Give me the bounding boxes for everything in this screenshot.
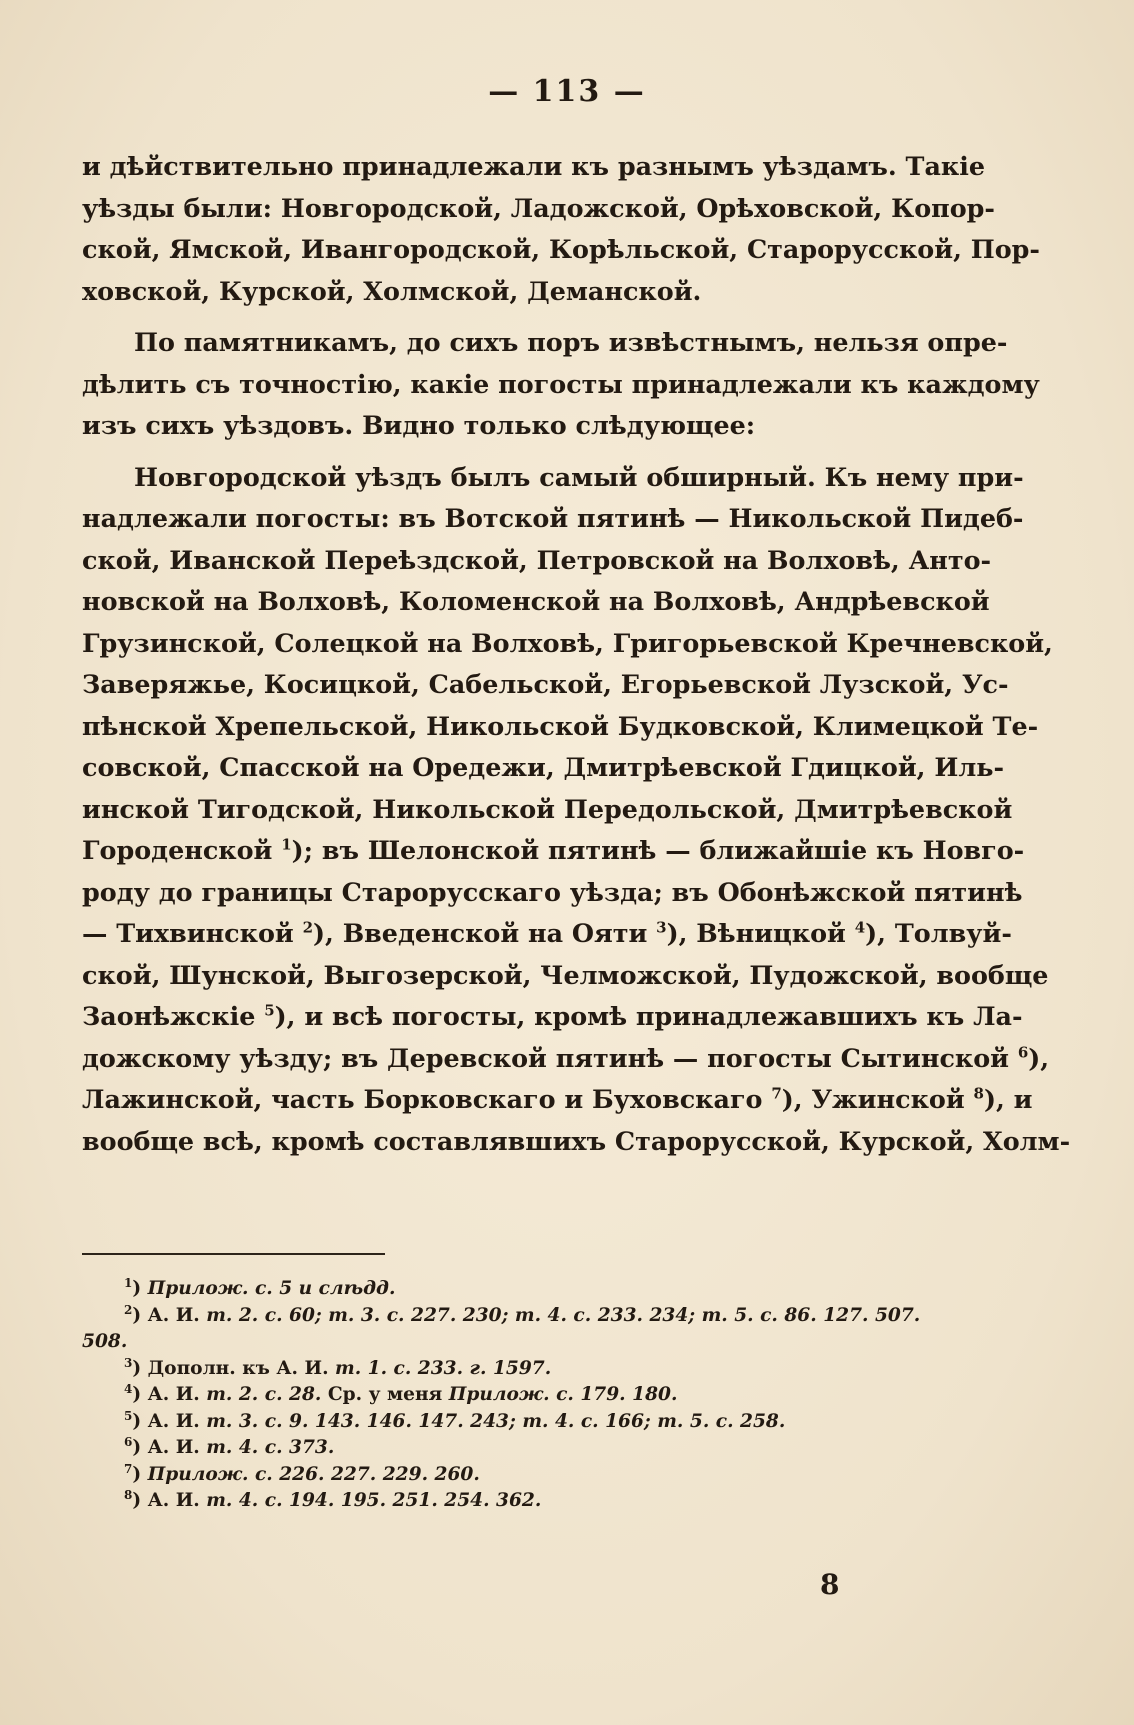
text-line <box>82 830 1025 872</box>
footnote-ref[interactable]: 2 <box>302 918 313 937</box>
footnote-mark: 4 <box>124 1381 133 1396</box>
text-line: ховской, Курской, Холмской, Деманской. <box>82 275 702 306</box>
text-span: Лажинской, часть Борковскаго и Буховскаго <box>82 1084 772 1114</box>
text-line: изъ сихъ уѣздовъ. Видно только слѣдующее: <box>82 410 756 440</box>
text-span: ), и всѣ погосты, кромѣ принадлежавшихъ къ Ла- <box>274 1001 1023 1031</box>
footnote-ref[interactable]: 7 <box>771 1084 782 1103</box>
text-line <box>82 996 1023 1038</box>
footnote-citation: 508. <box>82 1331 128 1352</box>
footnote-text: ) Дополн. къ А. И. <box>132 1357 336 1379</box>
footnote-citation: т. 3. с. 9. 143. 146. 147. 243; т. 4. с. 166; т. 5. с. 258. <box>206 1410 786 1432</box>
text-line: Новгородской уѣздъ былъ самый обширный. Къ нему при- <box>134 461 1024 492</box>
footnote-citation: т. 4. с. 373. <box>206 1437 335 1458</box>
text-line: Грузинской, Солецкой на Волховѣ, Григорьевской Кречневской, <box>82 627 1053 658</box>
footnote-item <box>82 1409 982 1436</box>
footnote-text: ) А. И. <box>132 1490 207 1511</box>
text-line <box>82 1038 1050 1080</box>
footnote-citation: т. 1. с. 233. г. 1597. <box>335 1357 552 1379</box>
footnote-text: Ср. у меня <box>321 1384 449 1405</box>
footnote-ref[interactable]: 8 <box>973 1084 984 1103</box>
footnote-mark: 5 <box>124 1408 133 1423</box>
footnote-ref[interactable]: 6 <box>1017 1043 1029 1062</box>
text-line: совской, Спасской на Оредежи, Дмитрѣевской Гдицкой, Иль- <box>82 752 1005 782</box>
footnote-text: ) <box>132 1463 148 1485</box>
footnote-mark: 8 <box>124 1487 133 1502</box>
footnote-citation: т. 2. с. 60; т. 3. с. 227. 230; т. 4. с. 233. 234; т. 5. с. 86. 127. 507. <box>206 1304 921 1326</box>
text-line: ской, Иванской Переѣздской, Петровской на Волховѣ, Анто- <box>82 544 992 575</box>
text-line: надлежали погосты: въ Вотской пятинѣ — Никольской Пидеб- <box>82 503 1024 533</box>
text-line: уѣзды были: Новгородской, Ладожской, Орѣховской, Копор- <box>82 192 995 223</box>
text-line: пѣнской Хрепельской, Никольской Будковской, Климецкой Те- <box>82 710 1039 741</box>
footnote-item <box>82 1356 982 1383</box>
footnote-ref[interactable]: 1 <box>281 835 292 854</box>
footnote-mark: 2 <box>124 1302 133 1317</box>
footnote-item <box>82 1276 982 1303</box>
text-line <box>82 1079 1033 1121</box>
footnote-citation: т. 2. с. 28. <box>206 1384 322 1405</box>
text-span: ), Ужинской <box>781 1084 974 1114</box>
footnote-mark: 6 <box>124 1434 133 1449</box>
text-line: ской, Ямской, Ивангородской, Корѣльской, Старорусской, Пор- <box>82 234 1040 264</box>
footnote-ref[interactable]: 3 <box>656 918 667 937</box>
text-span: — Тихвинской <box>82 918 303 948</box>
footnote-mark: 7 <box>124 1461 133 1476</box>
text-span: Заонѣжскіе <box>82 1001 265 1031</box>
footnote-text: ) А. И. <box>132 1410 207 1432</box>
footnote-item <box>82 1435 982 1462</box>
footnote-citation: Прилож. с. 5 и слѣдд. <box>147 1278 396 1299</box>
text-span: ), и <box>983 1084 1033 1114</box>
main-text <box>82 146 1071 1162</box>
footnote-divider <box>82 1253 385 1255</box>
text-line: Заверяжье, Косицкой, Сабельской, Егорьевской Лузской, Ус- <box>82 669 1009 699</box>
text-line: новской на Волховѣ, Коломенской на Волховѣ, Андрѣевской <box>82 586 990 616</box>
footnote-item <box>82 1303 982 1356</box>
footnotes <box>82 1276 982 1515</box>
footnote-item <box>82 1462 982 1489</box>
footnote-item <box>82 1382 982 1409</box>
text-span: ), Толвуй- <box>865 918 1012 948</box>
text-span: ), <box>1028 1042 1050 1073</box>
footnote-text: ) А. И. <box>132 1304 207 1326</box>
footnote-ref[interactable]: 5 <box>264 1001 275 1020</box>
text-line: По памятникамъ, до сихъ поръ извѣстнымъ, нельзя опре- <box>134 327 1008 357</box>
footnote-citation: Прилож. с. 179. 180. <box>448 1384 678 1405</box>
text-line: дѣлить съ точностію, какіе погосты принадлежали къ каждому <box>82 368 1040 399</box>
signature-mark: 8 <box>820 1568 840 1601</box>
text-line: вообще всѣ, кромѣ составлявшихъ Старорусской, Курской, Холм- <box>82 1125 1071 1156</box>
footnote-text: ) А. И. <box>132 1437 207 1458</box>
footnote-ref[interactable]: 4 <box>854 918 866 937</box>
text-span: Городенской <box>82 835 282 865</box>
text-line: и дѣйствительно принадлежали къ разнымъ уѣздамъ. Такіе <box>82 151 986 181</box>
footnote-text: ) <box>132 1278 148 1299</box>
text-line: роду до границы Старорусскаго уѣзда; въ Обонѣжской пятинѣ <box>82 876 1023 907</box>
footnote-mark: 1 <box>124 1275 133 1290</box>
footnote-citation: Прилож. с. 226. 227. 229. 260. <box>147 1463 480 1485</box>
text-line: ской, Шунской, Выгозерской, Челможской, Пудожской, вообще <box>82 959 1049 990</box>
text-span: ); въ Шелонской пятинѣ — ближайшіе къ Новго- <box>291 835 1025 865</box>
text-line <box>82 913 1012 955</box>
footnote-citation: т. 4. с. 194. 195. 251. 254. 362. <box>206 1490 542 1511</box>
text-span: ), Введенской на Ояти <box>313 918 657 948</box>
text-span: дожскому уѣзду; въ Деревской пятинѣ — погосты Сытинской <box>82 1042 1018 1073</box>
page-number: — 113 — <box>488 74 646 109</box>
footnote-mark: 3 <box>124 1355 133 1370</box>
footnote-item <box>82 1488 982 1515</box>
text-span: ), Вѣницкой <box>666 918 855 948</box>
text-line: инской Тигодской, Никольской Передольской, Дмитрѣевской <box>82 793 1013 824</box>
footnote-text: ) А. И. <box>132 1384 207 1405</box>
